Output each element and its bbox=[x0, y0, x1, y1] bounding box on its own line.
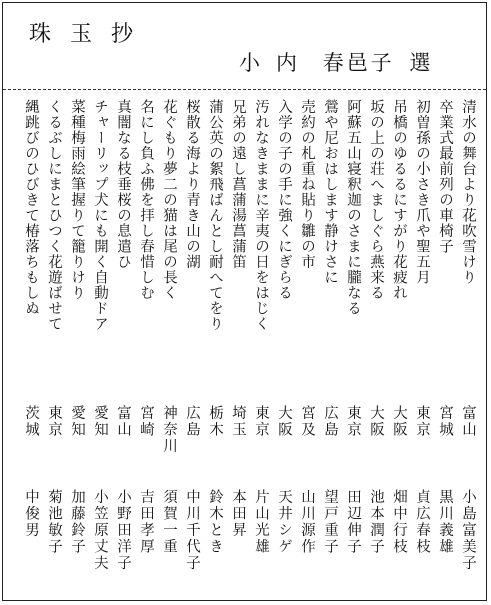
author-name: 加藤鈴子 bbox=[69, 489, 85, 555]
haiku-entry bbox=[434, 99, 456, 596]
haiku-entry bbox=[319, 99, 341, 596]
haiku-entry bbox=[457, 99, 479, 596]
haiku-entry bbox=[365, 99, 387, 596]
haiku-entry bbox=[227, 99, 249, 596]
author-name: 須賀一重 bbox=[161, 489, 177, 555]
haiku-text: 蒲公英の絮飛ばんとし耐へてをり bbox=[207, 99, 223, 332]
author-prefecture: 東京 bbox=[253, 405, 269, 438]
haiku-entry bbox=[296, 99, 318, 596]
author-name: 本田昇 bbox=[230, 489, 246, 539]
haiku-columns bbox=[3, 99, 486, 596]
haiku-text: 阿蘇五山寝釈迦のさまに朧なる bbox=[345, 99, 361, 316]
author-prefecture: 大阪 bbox=[368, 405, 384, 438]
haiku-entry bbox=[43, 99, 65, 596]
author-prefecture: 富山 bbox=[460, 405, 476, 438]
author-name: 天井シゲ bbox=[276, 489, 292, 555]
author-prefecture: 宮城 bbox=[437, 405, 453, 438]
author-name: 田辺伸子 bbox=[345, 489, 361, 555]
editor-name: 小内 bbox=[239, 51, 313, 75]
author-name: 中俊男 bbox=[23, 489, 39, 539]
header-divider bbox=[3, 89, 486, 90]
editor-affix: 春邑子 bbox=[322, 51, 395, 75]
author-prefecture: 大阪 bbox=[391, 405, 407, 438]
haiku-entry bbox=[158, 99, 180, 596]
haiku-text: 清水の舞台より花吹雪けり bbox=[460, 99, 476, 285]
author-name: 小島富美子 bbox=[460, 489, 476, 572]
haiku-text: くるぶしにまとひつく花遊ばせて bbox=[46, 99, 62, 332]
author-name: 池本潤子 bbox=[368, 489, 384, 555]
haiku-text: 名にし負ふ佛を拝し春惜しむ bbox=[138, 99, 154, 301]
author-name: 吉田孝厚 bbox=[138, 489, 154, 555]
haiku-text: 入学の子の手に強くにぎらる bbox=[276, 99, 292, 301]
author-prefecture: 東京 bbox=[345, 405, 361, 438]
haiku-text: 売約の札重ね貼り雛の市 bbox=[299, 99, 315, 270]
author-prefecture: 宮崎 bbox=[138, 405, 154, 438]
author-name: 山川源作 bbox=[299, 489, 315, 555]
haiku-entry bbox=[66, 99, 88, 596]
haiku-text: 真闇なる枝垂桜の息遣ひ bbox=[115, 99, 131, 270]
haiku-text: 吊橋のゆるるにすがり花疲れ bbox=[391, 99, 407, 301]
editor-role: 選 bbox=[409, 51, 431, 75]
author-name: 望戸重子 bbox=[322, 489, 338, 555]
author-prefecture: 茨城 bbox=[23, 405, 39, 438]
author-name: 中川千代子 bbox=[184, 489, 200, 572]
haiku-text: チャーリップ犬にも開く自動ドア bbox=[92, 99, 108, 332]
author-prefecture: 大阪 bbox=[276, 405, 292, 438]
haiku-text: 花ぐもり夢二の猫は尾の長く bbox=[161, 99, 177, 301]
haiku-entry bbox=[20, 99, 42, 596]
author-name: 菊池敏子 bbox=[46, 489, 62, 555]
haiku-text: 桜散る海より青き山の湖 bbox=[184, 99, 200, 270]
page-title: 珠玉抄 bbox=[29, 22, 153, 47]
author-prefecture: 神奈川 bbox=[161, 405, 177, 455]
author-prefecture: 東京 bbox=[414, 405, 430, 438]
haiku-entry bbox=[135, 99, 157, 596]
author-prefecture: 広島 bbox=[322, 405, 338, 438]
author-prefecture: 富山 bbox=[115, 405, 131, 438]
author-prefecture: 愛知 bbox=[92, 405, 108, 438]
haiku-entry bbox=[342, 99, 364, 596]
haiku-text: 卒業式最前列の車椅子 bbox=[437, 99, 453, 254]
haiku-text: 汚れなきままに辛夷の日をはじく bbox=[253, 99, 269, 332]
author-name: 片山光雄 bbox=[253, 489, 269, 555]
haiku-text: 坂の上の荘へましぐら燕来る bbox=[368, 99, 384, 301]
author-name: 小笠原丈夫 bbox=[92, 489, 108, 572]
haiku-entry bbox=[388, 99, 410, 596]
haiku-entry bbox=[112, 99, 134, 596]
haiku-entry bbox=[250, 99, 272, 596]
haiku-entry bbox=[273, 99, 295, 596]
editor-credit bbox=[239, 47, 430, 77]
author-name: 貞広春枝 bbox=[414, 489, 430, 555]
author-prefecture: 広島 bbox=[184, 405, 200, 438]
haiku-entry bbox=[181, 99, 203, 596]
haiku-entry bbox=[411, 99, 433, 596]
author-name: 鈴木とき bbox=[207, 489, 223, 555]
page-frame bbox=[2, 2, 487, 601]
haiku-text: 鶯や尼おはします静けさに bbox=[322, 99, 338, 285]
author-name: 畑中行枝 bbox=[391, 489, 407, 555]
author-name: 小野田洋子 bbox=[115, 489, 131, 572]
haiku-text: 兄弟の遠し菖蒲湯菖蒲笛 bbox=[230, 99, 246, 270]
haiku-entry bbox=[204, 99, 226, 596]
haiku-text: 縄跳びのひびきて椿落ちもしぬ bbox=[23, 99, 39, 316]
author-prefecture: 愛知 bbox=[69, 405, 85, 438]
author-prefecture: 埼玉 bbox=[230, 405, 246, 438]
author-prefecture: 宮及 bbox=[299, 405, 315, 438]
haiku-entry bbox=[89, 99, 111, 596]
author-name: 黒川義雄 bbox=[437, 489, 453, 555]
haiku-text: 菜種梅雨絵筆握りて籠りけり bbox=[69, 99, 85, 301]
author-prefecture: 東京 bbox=[46, 405, 62, 438]
author-prefecture: 栃木 bbox=[207, 405, 223, 438]
haiku-text: 初曽孫の小さき爪や聖五月 bbox=[414, 99, 430, 285]
